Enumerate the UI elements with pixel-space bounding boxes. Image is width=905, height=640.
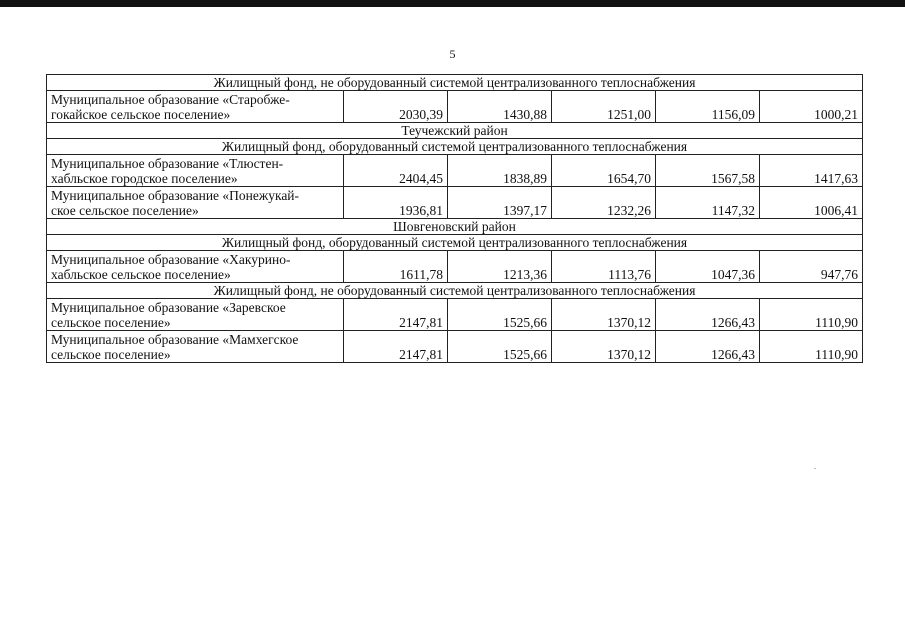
municipality-name-line-1: Муниципальное образование «Хакурино- xyxy=(51,252,291,267)
value-cell: 1110,90 xyxy=(760,331,863,363)
municipality-name-line-2: хабльское сельское поселение» xyxy=(51,267,231,282)
value-cell: 2030,39 xyxy=(344,91,448,123)
section-header-row xyxy=(47,219,863,235)
section-header-row xyxy=(47,283,863,299)
value-cell: 1251,00 xyxy=(552,91,656,123)
municipality-name-line-2: хабльское городское поселение» xyxy=(51,171,238,186)
value-cell: 1047,36 xyxy=(656,251,760,283)
section-header-row xyxy=(47,139,863,155)
value-cell: 1370,12 xyxy=(552,331,656,363)
section-header-row xyxy=(47,235,863,251)
municipality-name-line-1: Муниципальное образование «Тлюстен- xyxy=(51,156,284,171)
section-header-row xyxy=(47,123,863,139)
value-cell: 1525,66 xyxy=(448,331,552,363)
municipality-name-line-2: сельское поселение» xyxy=(51,315,171,330)
value-cell: 1567,58 xyxy=(656,155,760,187)
value-cell: 1000,21 xyxy=(760,91,863,123)
value-cell: 1213,36 xyxy=(448,251,552,283)
scan-top-border xyxy=(0,0,905,7)
value-cell: 1110,90 xyxy=(760,299,863,331)
value-cell: 1936,81 xyxy=(344,187,448,219)
value-cell: 1838,89 xyxy=(448,155,552,187)
value-cell: 1232,26 xyxy=(552,187,656,219)
table-row xyxy=(47,299,863,331)
section-header: Жилищный фонд, не оборудованный системой централизованного теплоснабжения xyxy=(47,75,863,91)
value-cell: 1417,63 xyxy=(760,155,863,187)
value-cell: 1113,76 xyxy=(552,251,656,283)
section-header: Жилищный фонд, не оборудованный системой централизованного теплоснабжения xyxy=(47,283,863,299)
value-cell: 1147,32 xyxy=(656,187,760,219)
value-cell: 1654,70 xyxy=(552,155,656,187)
scan-speck xyxy=(814,468,816,469)
value-cell: 2147,81 xyxy=(344,299,448,331)
section-header: Теучежский район xyxy=(47,123,863,139)
table-row xyxy=(47,91,863,123)
value-cell: 2147,81 xyxy=(344,331,448,363)
value-cell: 1266,43 xyxy=(656,299,760,331)
table-row xyxy=(47,331,863,363)
table-row xyxy=(47,251,863,283)
value-cell: 1370,12 xyxy=(552,299,656,331)
value-cell: 947,76 xyxy=(760,251,863,283)
table-row xyxy=(47,187,863,219)
value-cell: 1156,09 xyxy=(656,91,760,123)
municipality-name-line-1: Муниципальное образование «Старобже- xyxy=(51,92,290,107)
municipality-name-line-1: Муниципальное образование «Заревское xyxy=(51,300,286,315)
tariff-table xyxy=(46,74,863,363)
section-header: Жилищный фонд, оборудованный системой централизованного теплоснабжения xyxy=(47,139,863,155)
value-cell: 2404,45 xyxy=(344,155,448,187)
page-number: 5 xyxy=(449,47,456,61)
municipality-name-cell xyxy=(47,331,344,363)
value-cell: 1525,66 xyxy=(448,299,552,331)
tariff-table-body xyxy=(47,75,863,363)
section-header-row xyxy=(47,75,863,91)
municipality-name-cell xyxy=(47,155,344,187)
value-cell: 1611,78 xyxy=(344,251,448,283)
municipality-name-cell xyxy=(47,251,344,283)
municipality-name-cell xyxy=(47,299,344,331)
value-cell: 1397,17 xyxy=(448,187,552,219)
value-cell: 1430,88 xyxy=(448,91,552,123)
municipality-name-cell xyxy=(47,187,344,219)
municipality-name-line-1: Муниципальное образование «Мамхегское xyxy=(51,332,299,347)
value-cell: 1266,43 xyxy=(656,331,760,363)
municipality-name-line-2: гокайское сельское поселение» xyxy=(51,107,231,122)
municipality-name-line-2: ское сельское поселение» xyxy=(51,203,199,218)
municipality-name-line-1: Муниципальное образование «Понежукай- xyxy=(51,188,300,203)
value-cell: 1006,41 xyxy=(760,187,863,219)
table-row xyxy=(47,155,863,187)
section-header: Жилищный фонд, оборудованный системой централизованного теплоснабжения xyxy=(47,235,863,251)
municipality-name-cell xyxy=(47,91,344,123)
municipality-name-line-2: сельское поселение» xyxy=(51,347,171,362)
section-header: Шовгеновский район xyxy=(47,219,863,235)
